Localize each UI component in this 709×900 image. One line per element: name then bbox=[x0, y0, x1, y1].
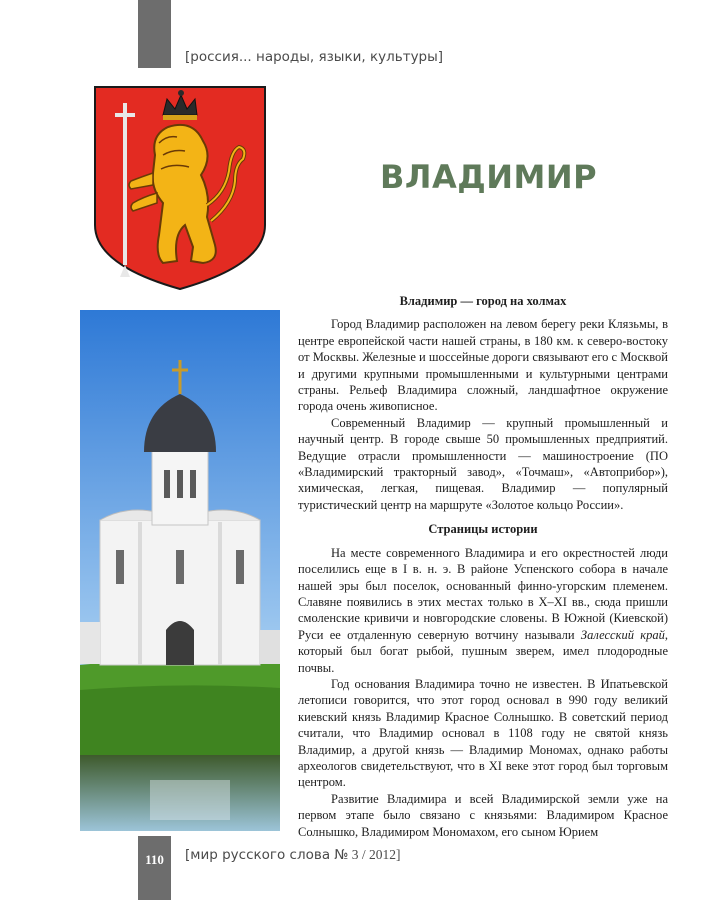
top-decor-bar bbox=[138, 0, 171, 68]
magazine-name: [мир русского слова № bbox=[185, 847, 349, 863]
magazine-caption bbox=[185, 847, 401, 863]
article-text bbox=[298, 293, 668, 840]
paragraph bbox=[298, 545, 668, 676]
coat-of-arms-image bbox=[93, 85, 267, 291]
section-caption: [россия... народы, языки, культуры] bbox=[185, 49, 444, 65]
city-title: ВЛАДИМИР bbox=[380, 158, 598, 196]
paragraph: Город Владимир расположен на левом берегу реки Клязьмы, в центре европейской части нашей страны, в 180 км. к северо-востоку от Москвы. Железные и шоссейные дороги связывают его с Москвой и другими крупными промышленными и культурными центрами страны. Рельеф Владимира сложный, ландшафтное окружение города очень живописное. bbox=[298, 317, 668, 414]
section-heading-history: Страницы истории bbox=[428, 522, 538, 537]
issue-number: 3 / 2012] bbox=[348, 847, 401, 862]
section-heading-city: Владимир — город на холмах bbox=[399, 294, 567, 308]
paragraph: Современный Владимир — крупный промышленный и научный центр. В городе свыше 50 промышленных предприятий. Ведущие отрасли промышленности — машиностроение (ПО «Владимирский тракторный завод», «Точмаш», «Автоприбор»), химическая, легкая, пищевая. Владимир — популярный туристический центр на маршруте «Золотое кольцо России». bbox=[298, 415, 668, 512]
paragraph-text: На месте современного Владимира и его окрестностей люди поселились еще в I в. н. э. В районе Успенского собора в начале нашей эры был поселок, основанный финно-угорским племенем. Славяне появились в этих местах только в X–XI вв., сюда пришли смоленские кривичи и новгородские словены. В Южной (Киевской) Руси ее отдаленную северную вотчину называли bbox=[298, 545, 668, 642]
page-number: 110 bbox=[145, 852, 164, 867]
church-photo bbox=[80, 310, 280, 831]
bottom-decor-bar bbox=[138, 836, 171, 900]
italic-term: Залесский край bbox=[580, 627, 665, 642]
paragraph: Развитие Владимира и всей Владимирской земли уже на первом этапе было связано с князьями: Владимиром Красное Солнышко, Владимиром Мономахом, его сыном Юрием bbox=[298, 791, 668, 839]
paragraph-text: , который был богат рыбой, пушным зверем, имел плодородные почвы. bbox=[298, 627, 668, 675]
paragraph: Год основания Владимира точно не известен. В Ипатьевской летописи говорится, что этот город основал в 990 году великий киевский князь Владимир Красное Солнышко. В советский период считали, что Владимир основал в 1108 году не святой князь Владимир, а другой князь — Владимир Мономах, однако работы археологов свидетельствуют, что в XI веке этот город был торговым центром. bbox=[298, 676, 668, 790]
